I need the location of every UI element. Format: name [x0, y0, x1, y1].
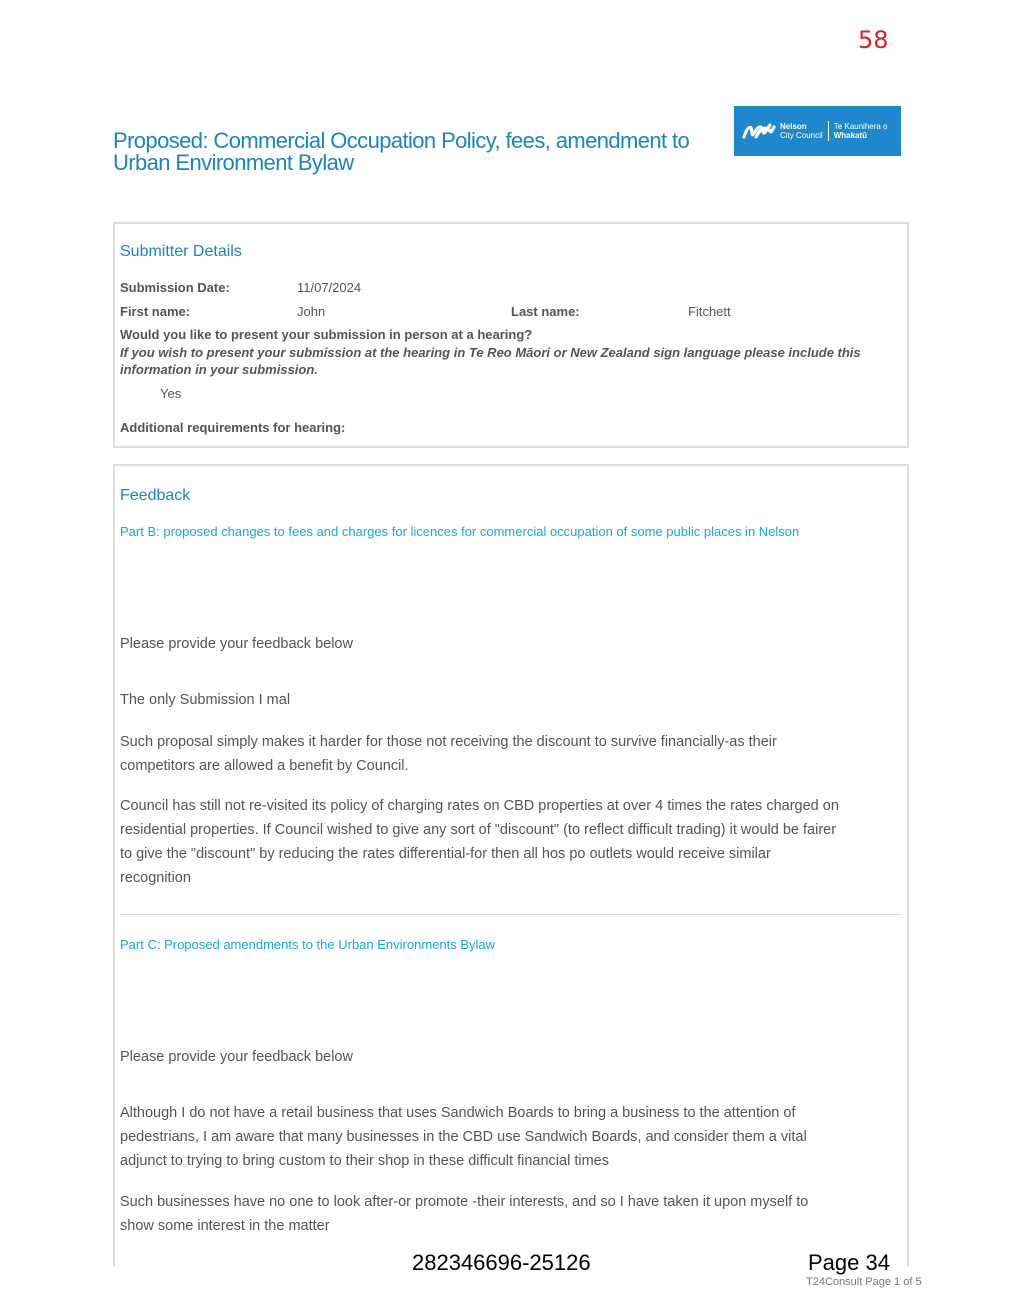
logo-divider — [828, 121, 829, 141]
additional-requirements-label: Additional requirements for hearing: — [120, 420, 346, 435]
feedback-panel — [113, 464, 909, 1266]
submission-date-value: 11/07/2024 — [297, 280, 362, 295]
part-c-paragraph: Such businesses have no one to look after-or promote -their interests, and so I have taken it upon myself to show some interest in the matter — [120, 1194, 809, 1234]
part-c-heading: Part C: Proposed amendments to the Urban Environments Bylaw — [120, 937, 496, 952]
logo-line-kaunihera: Te Kaunihera o — [833, 122, 888, 131]
hearing-note: If you wish to present your submission at the hearing in Te Reo Māori or New Zealand sign language please include this information in your submission. — [120, 345, 861, 377]
part-c-paragraph: Although I do not have a retail business that uses Sandwich Boards to bring a business to the attention of pedestrians, I am aware that many businesses in the CBD use Sandwich Boards, and consider them a vital adjunct to trying to bring custom to their shop in these difficult financial times — [120, 1105, 807, 1169]
logo-text-english — [780, 122, 823, 140]
document-reference: 282346696-25126 — [412, 1250, 591, 1275]
last-name-value: Fitchett — [688, 304, 731, 319]
part-b-paragraph: Such proposal simply makes it harder for those not receiving the discount to survive financially-as their competitors are allowed a benefit by Council. — [120, 734, 777, 774]
part-b-paragraph: Council has still not re-visited its policy of charging rates on CBD properties at over 4 times the rates charged on residential properties. If Council wished to give any sort of "discount" (to reflect difficult trading) it would be fairer to give the "discount" by reducing the rates differential-for then all hos po outlets would receive similar recognition — [120, 798, 839, 886]
first-name-label: First name: — [120, 304, 191, 319]
first-name-value: John — [297, 304, 326, 319]
logo-line-whakatu: Whakatū — [833, 131, 868, 140]
council-logo — [734, 106, 901, 156]
submission-date-label: Submission Date: — [120, 280, 230, 295]
submitter-details-panel — [113, 222, 909, 448]
document-title: Proposed: Commercial Occupation Policy, fees, amendment to Urban Environment Bylaw — [113, 128, 690, 175]
part-b-paragraph: The only Submission I mal — [120, 692, 291, 708]
part-c-prompt: Please provide your feedback below — [120, 1049, 353, 1065]
page-marker: 58 — [858, 26, 889, 54]
section-divider — [120, 914, 902, 915]
part-b-prompt: Please provide your feedback below — [120, 636, 353, 652]
feedback-heading: Feedback — [120, 487, 191, 504]
page-meta: T24Consult Page 1 of 5 — [806, 1276, 922, 1288]
nelson-wave-icon — [742, 119, 776, 143]
submitter-details-heading: Submitter Details — [120, 243, 242, 260]
part-b-heading: Part B: proposed changes to fees and charges for licences for commercial occupation of some public places in Nelson — [120, 524, 800, 539]
last-name-label: Last name: — [511, 304, 580, 319]
logo-text-maori — [834, 122, 888, 140]
hearing-question: Would you like to present your submission in person at a hearing? — [120, 327, 533, 342]
logo-line-nelson: Nelson — [780, 122, 807, 131]
hearing-answer: Yes — [160, 386, 182, 401]
logo-line-city-council: City Council — [780, 131, 823, 140]
page-label: Page 34 — [808, 1250, 890, 1275]
